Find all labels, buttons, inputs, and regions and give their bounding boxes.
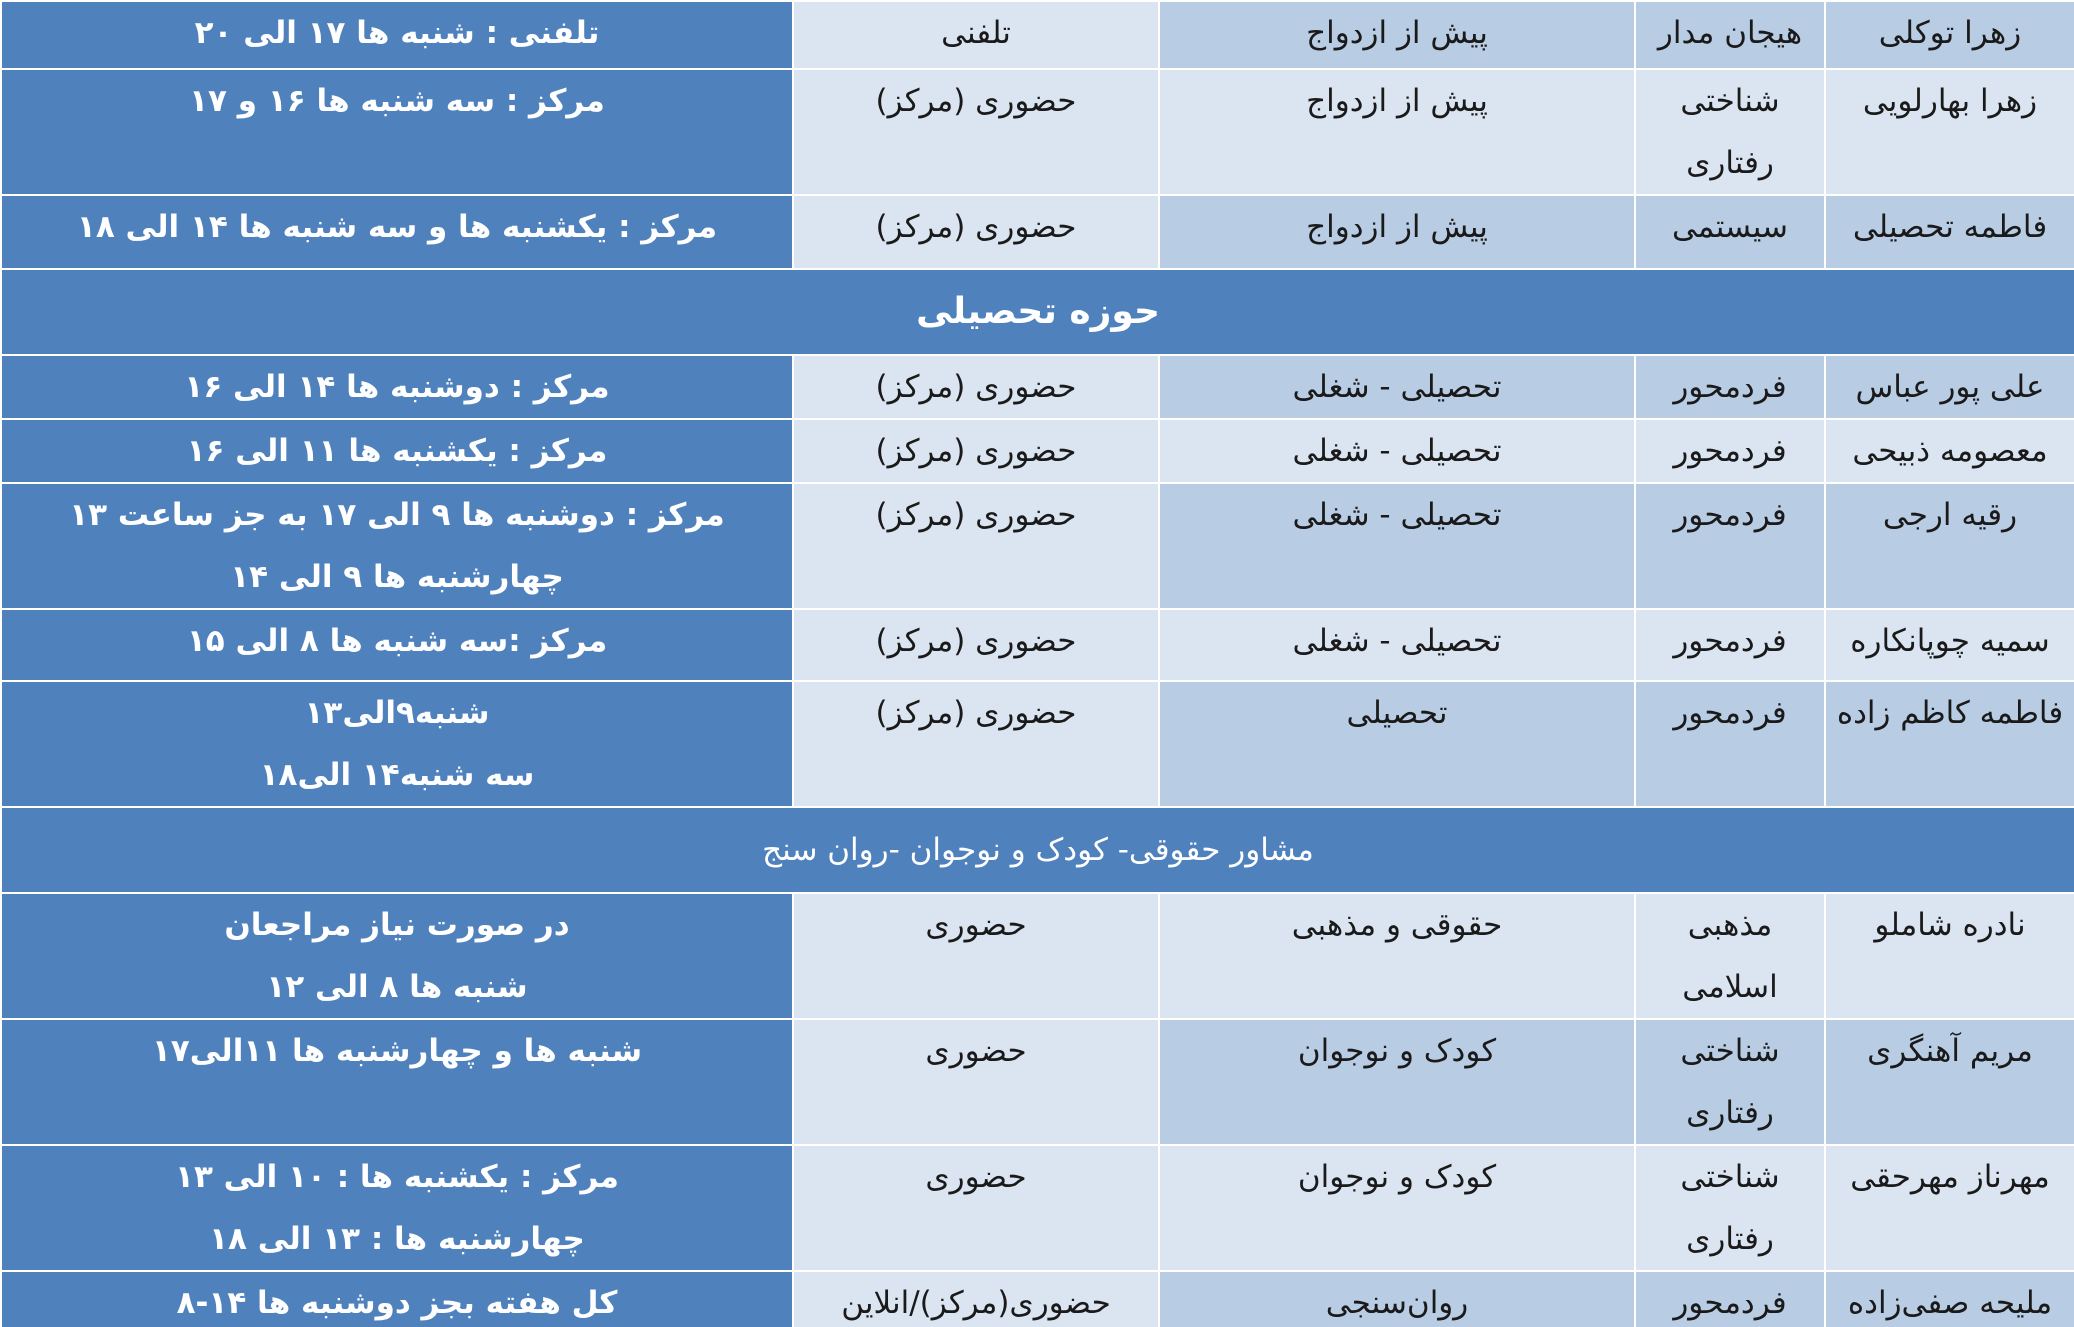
schedule-line: مرکز : دوشنبه ها ۹ الی ۱۷ به جز ساعت ۱۳ [69,497,725,533]
approach-line: فردمحور [1673,1285,1787,1321]
schedule-cell [1,1,793,69]
approach-line: شناختی [1680,1033,1780,1069]
group-academic [1,269,2074,807]
schedule-line: شنبه۹الی۱۳ [304,695,490,731]
field-cell: پیش از ازدواج [1159,69,1635,195]
approach-line: اسلامی [1682,969,1778,1005]
table-row [1,69,2074,195]
approach-line: رفتاری [1686,1221,1774,1257]
schedule-line: سه شنبه۱۴ الی۱۸ [259,757,535,793]
approach-cell [1635,1271,1825,1327]
counselor-name: فاطمه کاظم زاده [1825,681,2074,807]
approach-line: هیجان مدار [1657,15,1803,51]
schedule-line: مرکز : دوشنبه ها ۱۴ الی ۱۶ [184,369,610,405]
approach-cell [1635,195,1825,269]
schedule-cell [1,681,793,807]
field-cell: کودک و نوجوان [1159,1145,1635,1271]
field-cell: روان‌سنجی [1159,1271,1635,1327]
table-row [1,419,2074,483]
section-header-row [1,807,2074,893]
approach-line: فردمحور [1673,623,1787,659]
approach-cell [1635,681,1825,807]
counselor-name: ملیحه صفی‌زاده [1825,1271,2074,1327]
schedule-cell [1,1145,793,1271]
table-row [1,483,2074,609]
table-row [1,1,2074,69]
mode-cell: حضوری [793,1145,1159,1271]
schedule-line: در صورت نیاز مراجعان [224,907,570,943]
schedule-cell [1,893,793,1019]
schedule-cell [1,483,793,609]
schedule-line: مرکز : یکشنبه ها و سه شنبه ها ۱۴ الی ۱۸ [76,209,718,245]
mode-cell: حضوری [793,893,1159,1019]
counselor-name: مریم آهنگری [1825,1019,2074,1145]
table-row [1,1019,2074,1145]
schedule-line: کل هفته بجز دوشنبه ها ۱۴-۸ [176,1285,618,1321]
approach-line: فردمحور [1673,369,1787,405]
approach-line: فردمحور [1673,497,1787,533]
counselor-name: فاطمه تحصیلی [1825,195,2074,269]
approach-cell [1635,893,1825,1019]
mode-cell: حضوری (مرکز) [793,609,1159,681]
approach-line: رفتاری [1686,1095,1774,1131]
field-cell: تحصیلی - شغلی [1159,355,1635,419]
approach-cell [1635,355,1825,419]
table-row [1,609,2074,681]
mode-cell: حضوری (مرکز) [793,355,1159,419]
approach-line: شناختی [1680,1159,1780,1195]
approach-cell [1635,1,1825,69]
table-row [1,195,2074,269]
counselor-name: معصومه ذبیحی [1825,419,2074,483]
approach-cell [1635,419,1825,483]
mode-cell: حضوری (مرکز) [793,419,1159,483]
mode-cell: تلفنی [793,1,1159,69]
field-cell: حقوقی و مذهبی [1159,893,1635,1019]
schedule-line: چهارشنبه ها : ۱۳ الی ۱۸ [209,1221,585,1257]
table-row [1,355,2074,419]
schedule-line: مرکز : سه شنبه ها ۱۶ و ۱۷ [189,83,605,119]
field-cell: تحصیلی - شغلی [1159,419,1635,483]
table-row [1,681,2074,807]
section-header-row [1,269,2074,355]
schedule-cell [1,1019,793,1145]
schedule-cell [1,195,793,269]
approach-line: فردمحور [1673,695,1787,731]
approach-cell [1635,609,1825,681]
field-cell: پیش از ازدواج [1159,1,1635,69]
schedule-line: شنبه ها ۸ الی ۱۲ [266,969,528,1005]
group-premarital [1,1,2074,269]
field-cell: پیش از ازدواج [1159,195,1635,269]
group-other [1,807,2074,1327]
counselor-name: نادره شاملو [1825,893,2074,1019]
approach-cell [1635,1145,1825,1271]
approach-line: سیستمی [1671,209,1789,245]
approach-line: مذهبی [1687,907,1773,943]
schedule-cell [1,355,793,419]
schedule-cell [1,609,793,681]
section-title: مشاور حقوقی- کودک و نوجوان -روان سنج [1,807,2074,893]
approach-cell [1635,1019,1825,1145]
counselor-name: رقیه ارجی [1825,483,2074,609]
schedule-line: چهارشنبه ها ۹ الی ۱۴ [230,559,564,595]
approach-cell [1635,69,1825,195]
section-title: حوزه تحصیلی [1,269,2074,355]
counselor-name: مهرناز مهرحقی [1825,1145,2074,1271]
approach-line: شناختی [1680,83,1780,119]
table-row [1,1145,2074,1271]
field-cell: تحصیلی - شغلی [1159,609,1635,681]
mode-cell: حضوری (مرکز) [793,195,1159,269]
schedule-line: تلفنی : شنبه ها ۱۷ الی ۲۰ [194,15,600,51]
schedule-line: مرکز : یکشنبه ها : ۱۰ الی ۱۳ [175,1159,619,1195]
approach-line: رفتاری [1686,145,1774,181]
counselor-name: سمیه چوپانکاره [1825,609,2074,681]
schedule-line: مرکز : یکشنبه ها ۱۱ الی ۱۶ [186,433,608,469]
schedule-cell [1,1271,793,1327]
mode-cell: حضوری (مرکز) [793,483,1159,609]
counselor-name: زهرا بهارلویی [1825,69,2074,195]
field-cell: کودک و نوجوان [1159,1019,1635,1145]
field-cell: تحصیلی [1159,681,1635,807]
counselor-name: زهرا توکلی [1825,1,2074,69]
counselor-name: علی پور عباس [1825,355,2074,419]
schedule-line: شنبه ها و چهارشنبه ها ۱۱الی۱۷ [151,1033,643,1069]
approach-cell [1635,483,1825,609]
schedule-line: مرکز :سه شنبه ها ۸ الی ۱۵ [186,623,608,659]
schedule-cell [1,69,793,195]
mode-cell: حضوری(مرکز)/انلاین [793,1271,1159,1327]
mode-cell: حضوری (مرکز) [793,69,1159,195]
mode-cell: حضوری [793,1019,1159,1145]
table-row [1,893,2074,1019]
schedule-cell [1,419,793,483]
field-cell: تحصیلی - شغلی [1159,483,1635,609]
mode-cell: حضوری (مرکز) [793,681,1159,807]
table-row [1,1271,2074,1327]
approach-line: فردمحور [1673,433,1787,469]
